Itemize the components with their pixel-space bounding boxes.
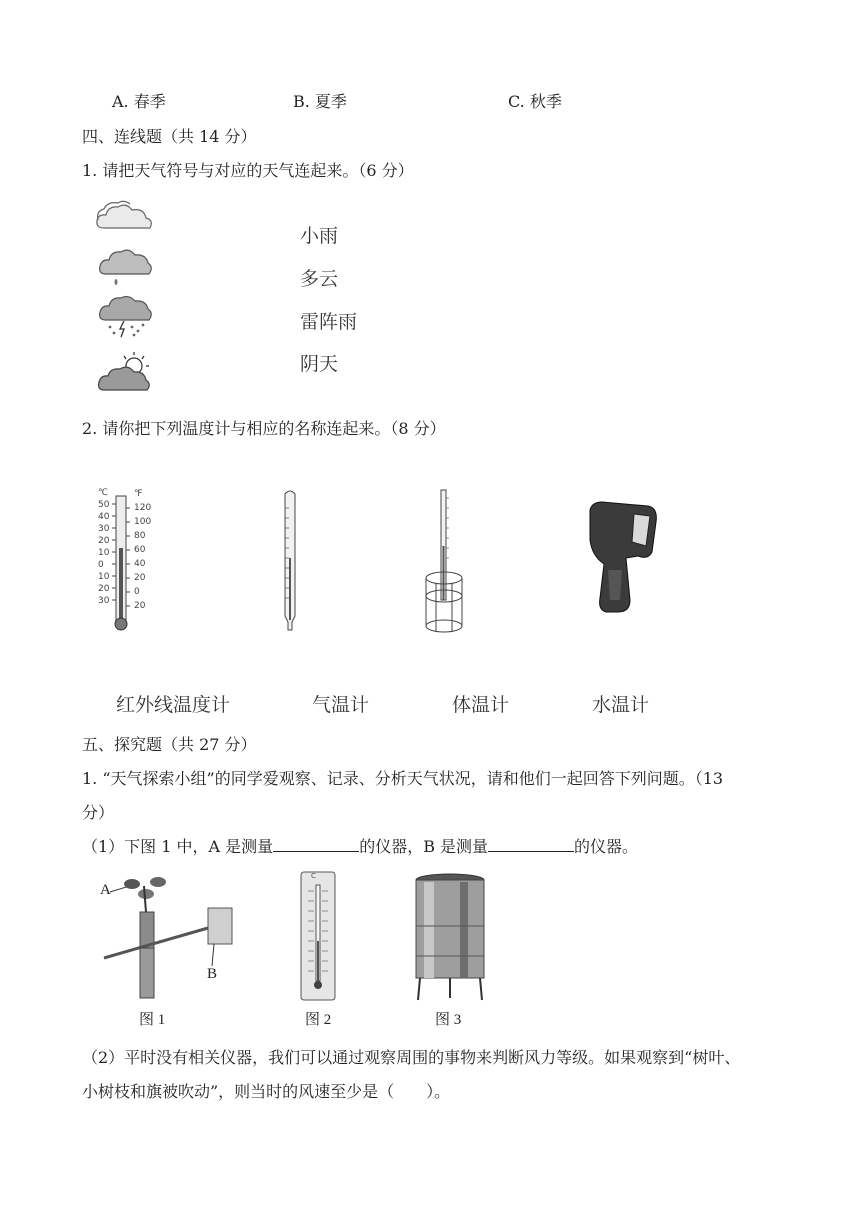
cloudy-icon [92, 198, 156, 238]
option-a: A. 春季 [112, 92, 166, 111]
weather-label-thunderstorm: 雷阵雨 [300, 311, 358, 333]
weather-label-cloudy: 多云 [300, 268, 339, 290]
weather-label-light-rain: 小雨 [300, 225, 339, 247]
figure-1-caption: 图 1 [139, 1012, 166, 1028]
infrared-thermometer-image [582, 500, 662, 616]
s5-q1-text-line2: 分） [82, 803, 115, 822]
s5-q1-text-line1: 1. “天气探索小组”的同学爱观察、记录、分析天气状况，请和他们一起回答下列问题。（13 [82, 769, 724, 788]
fahrenheit-scale: ℉ 120 100 80 60 40 20 0 20 [134, 489, 152, 611]
celsius-scale: ℃ 50 40 30 20 10 0 10 20 30 [98, 488, 110, 606]
water-thermometer-image [420, 486, 468, 636]
celsius-mark: C [311, 872, 316, 880]
anemometer-wind-vane-image [96, 872, 246, 1002]
figure-2-caption: 图 2 [305, 1012, 332, 1028]
name-infrared: 红外线温度计 [116, 694, 231, 716]
q1-text: 1. 请把天气符号与对应的天气连起来。（6 分） [82, 161, 414, 180]
thunderstorm-icon [96, 294, 156, 340]
partly-sunny-icon [96, 350, 156, 394]
light-rain-icon [96, 244, 154, 288]
name-water: 水温计 [592, 694, 650, 716]
sub-question-1: （1）下图 1 中，A 是测量 的仪器，B 是测量 的仪器。 [82, 837, 639, 856]
label-b: B [207, 966, 218, 982]
weather-label-overcast: 阴天 [300, 353, 339, 375]
answer-blank-a[interactable] [273, 837, 359, 852]
q2-text: 2. 请你把下列温度计与相应的名称连起来。（8 分） [82, 419, 446, 438]
answer-blank-b[interactable] [488, 837, 574, 852]
clinical-thermometer-image [280, 488, 300, 632]
label-a: A [100, 882, 111, 898]
rain-gauge-image [410, 872, 490, 1002]
wall-thermometer-image [300, 871, 336, 1001]
sub-question-2-line2: 小树枝和旗被吹动”，则当时的风速至少是（ ）。 [82, 1082, 451, 1101]
name-body: 体温计 [452, 694, 510, 716]
sub-question-2-line1: （2）平时没有相关仪器，我们可以通过观察周围的事物来判断风力等级。如果观察到“树叶、 [82, 1048, 741, 1067]
figure-3-caption: 图 3 [435, 1012, 462, 1028]
name-air: 气温计 [312, 694, 370, 716]
section-4-heading: 四、连线题（共 14 分） [82, 127, 257, 146]
section-5-heading: 五、探究题（共 27 分） [82, 735, 257, 754]
option-b: B. 夏季 [293, 92, 347, 111]
option-c: C. 秋季 [508, 92, 562, 111]
